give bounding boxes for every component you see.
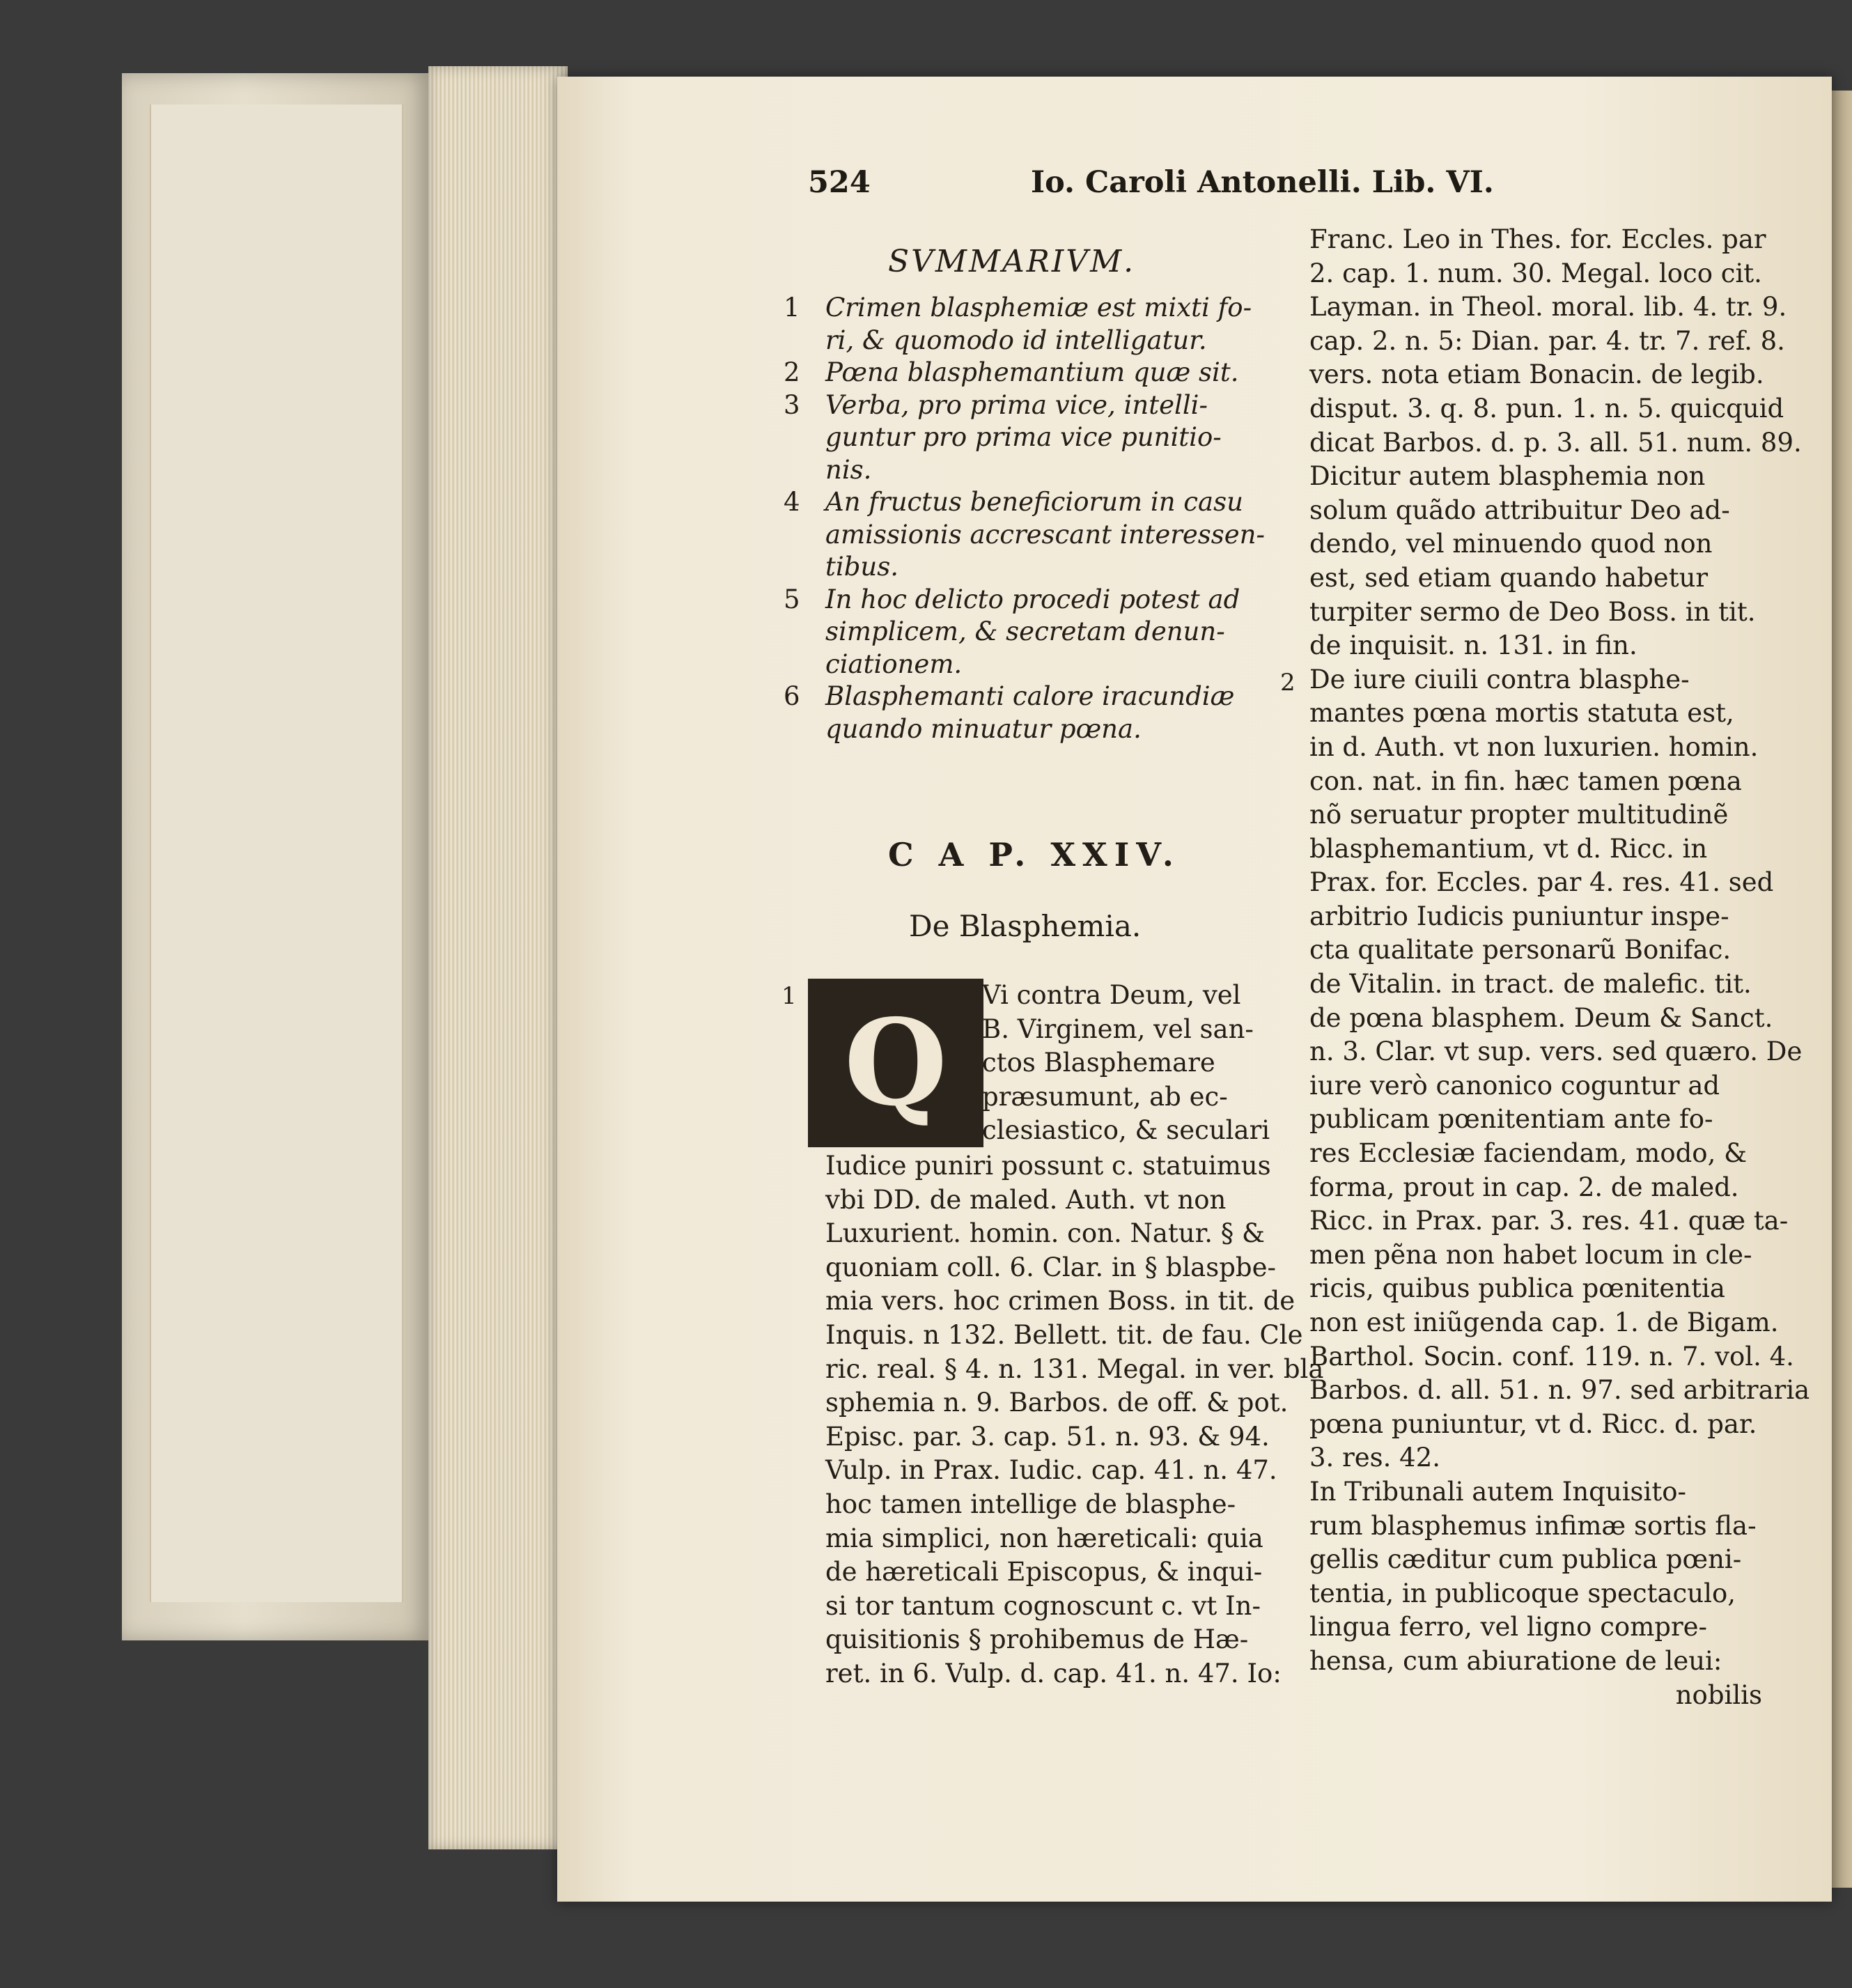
text-line: ricis, quibus publica pœnitentia <box>1309 1273 1725 1304</box>
text-line: hoc tamen intellige de blasphe- <box>825 1489 1236 1519</box>
text-line: forma, prout in cap. 2. de maled. <box>1309 1172 1739 1202</box>
text-line: res Ecclesiæ faciendam, modo, & <box>1309 1138 1748 1169</box>
text-line: Ricc. in Prax. par. 3. res. 41. quæ ta- <box>1309 1206 1789 1236</box>
catchword: nobilis <box>1675 1679 1762 1710</box>
text-line: mia simplici, non hæreticali: quia <box>825 1523 1263 1553</box>
summary-text: In hoc delicto procedi potest ad <box>825 584 1240 614</box>
left-column-text <box>825 1149 1324 1691</box>
summary-list <box>784 293 1285 746</box>
text-line: solum quãdo attribuitur Deo ad- <box>1309 495 1730 525</box>
summary-line <box>784 487 1285 520</box>
summary-text: ri, & quomodo id intelligatur. <box>825 325 1207 355</box>
summary-line <box>784 649 1285 682</box>
text-line: tentia, in publicoque spectaculo, <box>1309 1578 1736 1608</box>
summary-line <box>784 325 1285 358</box>
text-line: Vulp. in Prax. Iudic. cap. 41. n. 47. <box>825 1455 1277 1486</box>
text-line: Dicitur autem blasphemia non <box>1309 461 1706 492</box>
page-edges <box>428 66 568 1849</box>
text-line: cap. 2. n. 5: Dian. par. 4. tr. 7. ref. 8. <box>1309 325 1785 356</box>
text-line: De iure ciuili contra blasphe- <box>1309 664 1690 694</box>
decorated-initial <box>808 979 983 1147</box>
text-line: in d. Auth. vt non luxurien. homin. <box>1309 731 1759 762</box>
summary-line <box>784 616 1285 649</box>
right-column-text <box>1309 223 1810 1712</box>
summary-line <box>784 422 1285 455</box>
summary-heading: SVMMARIVM. <box>888 244 1136 279</box>
initial-text <box>982 979 1289 1148</box>
running-head <box>808 165 1609 214</box>
text-line: Barthol. Socin. conf. 119. n. 7. vol. 4. <box>1309 1341 1794 1372</box>
running-title: Io. Caroli Antonelli. Lib. VI. <box>1031 165 1494 200</box>
text-line: de hæreticali Episcopus, & inqui- <box>825 1557 1263 1587</box>
summary-text: tibus. <box>825 552 898 582</box>
text-line: iure verò canonico coguntur ad <box>1309 1070 1720 1101</box>
summary-text: Blasphemanti calore iracundiæ <box>825 681 1235 711</box>
text-line: gellis cæditur cum publica pœni- <box>1309 1544 1742 1575</box>
text-line: con. nat. in fin. hæc tamen pœna <box>1309 766 1742 796</box>
text-line: non est iniũgenda cap. 1. de Bigam. <box>1309 1307 1779 1337</box>
text-line: rum blasphemus infimæ sortis fla- <box>1309 1510 1757 1541</box>
summary-line <box>784 293 1285 325</box>
text-line: Iudice puniri possunt c. statuimus <box>825 1151 1271 1181</box>
text-line: 2. cap. 1. num. 30. Megal. loco cit. <box>1309 258 1762 288</box>
summary-number: 5 <box>784 584 800 614</box>
summary-line <box>784 714 1285 747</box>
summary-line <box>784 390 1285 423</box>
text-line: In Tribunali autem Inquisito- <box>1309 1476 1686 1507</box>
margin-number-left: 1 <box>781 982 797 1010</box>
text-line: Vi contra Deum, vel <box>982 980 1241 1010</box>
summary-text: amissionis accrescant interessen- <box>825 519 1266 550</box>
text-line: de inquisit. n. 131. in fin. <box>1309 630 1637 661</box>
summary-number: 4 <box>784 487 800 517</box>
text-line: Inquis. n 132. Bellett. tit. de fau. Cle <box>825 1319 1303 1350</box>
chapter-title: C A P. XXIV. <box>888 836 1181 873</box>
text-line: præsumunt, ab ec- <box>982 1081 1228 1112</box>
text-line: vbi DD. de maled. Auth. vt non <box>825 1184 1227 1215</box>
summary-line <box>784 552 1285 584</box>
text-line: n. 3. Clar. vt sup. vers. sed quæro. De <box>1309 1036 1803 1067</box>
summary-text: Pœna blasphemantium quæ sit. <box>825 357 1239 387</box>
text-line: nõ seruatur propter multitudinẽ <box>1309 800 1729 830</box>
text-line: blasphemantium, vt d. Ricc. in <box>1309 833 1708 864</box>
text-line: pœna puniuntur, vt d. Ricc. d. par. <box>1309 1408 1757 1439</box>
summary-text: quando minuatur pœna. <box>825 713 1142 744</box>
summary-line <box>784 681 1285 714</box>
summary-text: simplicem, & secretam denun- <box>825 616 1225 646</box>
text-line: mia vers. hoc crimen Boss. in tit. de <box>825 1286 1295 1317</box>
text-line: turpiter sermo de Deo Boss. in tit. <box>1309 596 1756 627</box>
text-line: de Vitalin. in tract. de malefic. tit. <box>1309 969 1752 1000</box>
text-line: Layman. in Theol. moral. lib. 4. tr. 9. <box>1309 292 1787 323</box>
text-line: clesiastico, & seculari <box>982 1115 1270 1146</box>
text-line: disput. 3. q. 8. pun. 1. n. 5. quicquid <box>1309 393 1784 424</box>
summary-line <box>784 455 1285 488</box>
text-line: ret. in 6. Vulp. d. cap. 41. n. 47. Io: <box>825 1658 1282 1688</box>
text-line: est, sed etiam quando habetur <box>1309 562 1709 593</box>
text-line: lingua ferro, vel ligno compre- <box>1309 1612 1708 1643</box>
text-line: hensa, cum abiuratione de leui: <box>1309 1645 1722 1676</box>
summary-number: 2 <box>784 357 800 387</box>
text-line: Luxurient. homin. con. Natur. § & <box>825 1218 1265 1249</box>
chapter-subtitle: De Blasphemia. <box>909 909 1142 943</box>
text-line: B. Virginem, vel san- <box>982 1014 1254 1044</box>
text-line: cta qualitate personarũ Bonifac. <box>1309 935 1732 965</box>
summary-number: 1 <box>784 293 800 323</box>
text-line: mantes pœna mortis statuta est, <box>1309 698 1734 729</box>
summary-text: ciationem. <box>825 649 963 679</box>
summary-line <box>784 520 1285 552</box>
initial-letter: Q <box>843 993 948 1133</box>
text-line: Barbos. d. all. 51. n. 97. sed arbitraria <box>1309 1375 1810 1406</box>
summary-text: An fructus beneficiorum in casu <box>825 487 1243 517</box>
summary-text: guntur pro prima vice punitio- <box>825 422 1222 452</box>
margin-number-right: 2 <box>1280 669 1295 697</box>
text-line: Prax. for. Eccles. par 4. res. 41. sed <box>1309 867 1774 898</box>
text-line: ctos Blasphemare <box>982 1048 1215 1078</box>
page-number: 524 <box>808 165 871 200</box>
text-line: Episc. par. 3. cap. 51. n. 93. & 94. <box>825 1421 1270 1452</box>
text-line: quoniam coll. 6. Clar. in § blaspbe- <box>825 1252 1276 1282</box>
text-line: de pœna blasphem. Deum & Sanct. <box>1309 1002 1773 1033</box>
cover-crease <box>150 104 403 1602</box>
text-line: 3. res. 42. <box>1309 1443 1440 1473</box>
summary-number: 6 <box>784 681 800 711</box>
text-line: ric. real. § 4. n. 131. Megal. in ver. bla <box>825 1353 1324 1384</box>
text-line: dicat Barbos. d. p. 3. all. 51. num. 89. <box>1309 427 1802 458</box>
text-line: si tor tantum cognoscunt c. vt In- <box>825 1590 1261 1621</box>
text-line: vers. nota etiam Bonacin. de legib. <box>1309 359 1764 390</box>
text-line: Franc. Leo in Thes. for. Eccles. par <box>1309 224 1766 254</box>
summary-text: Crimen blasphemiæ est mixti fo- <box>825 293 1252 323</box>
summary-line <box>784 584 1285 617</box>
text-line: sphemia n. 9. Barbos. de off. & pot. <box>825 1388 1289 1418</box>
summary-text: nis. <box>825 454 872 485</box>
text-line: quisitionis § prohibemus de Hæ- <box>825 1624 1249 1655</box>
text-line: men pẽna non habet locum in cle- <box>1309 1239 1752 1270</box>
summary-line <box>784 357 1285 390</box>
summary-text: Verba, pro prima vice, intelli- <box>825 389 1208 420</box>
text-line: arbitrio Iudicis puniuntur inspe- <box>1309 901 1729 931</box>
text-line: dendo, vel minuendo quod non <box>1309 529 1713 559</box>
summary-number: 3 <box>784 389 800 420</box>
text-line: publicam pœnitentiam ante fo- <box>1309 1104 1713 1135</box>
